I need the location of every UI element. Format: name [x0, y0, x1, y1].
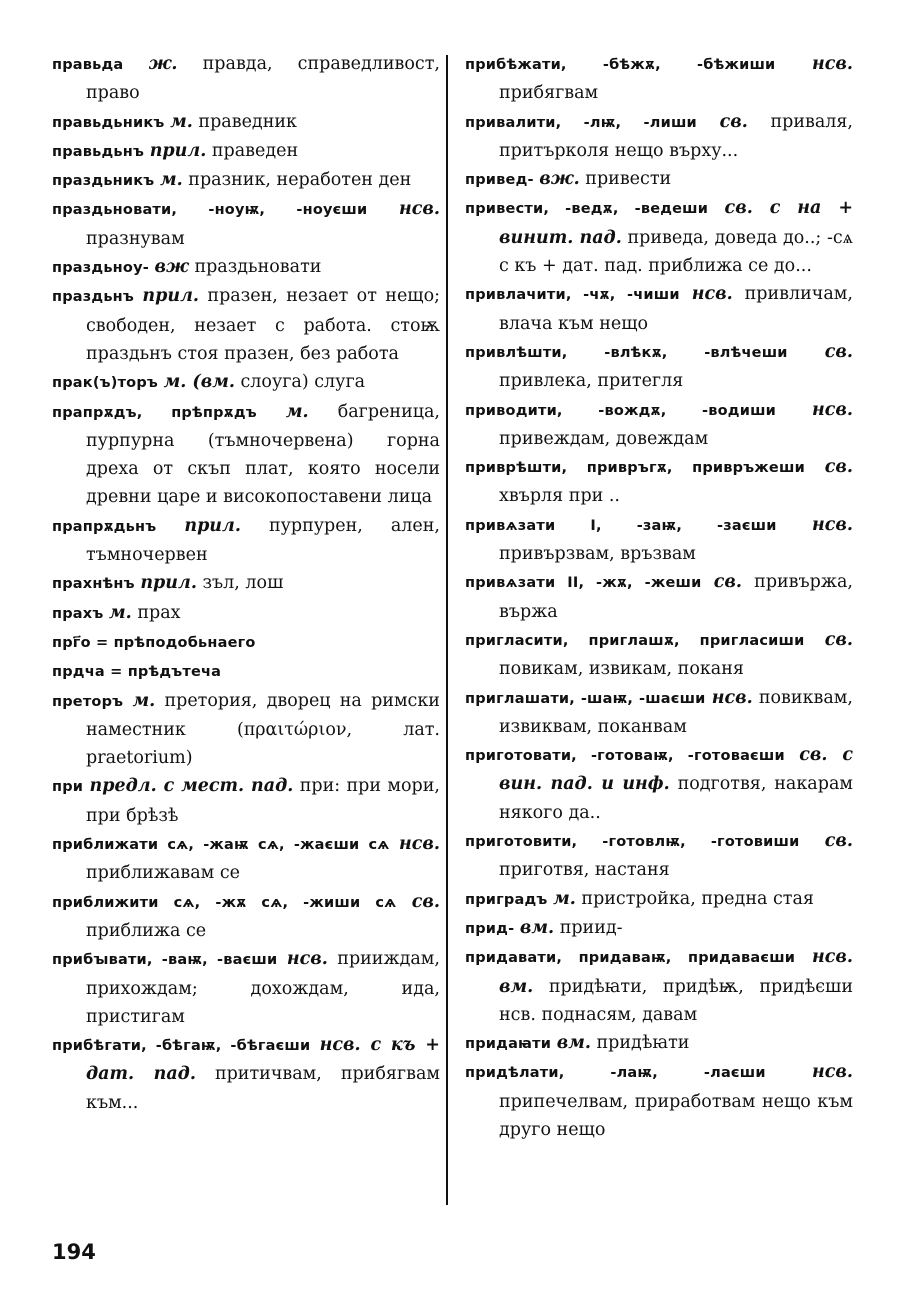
headword: приближити сѧ, -жѫ сѧ, -жиши сѧ	[52, 894, 397, 911]
headword: прид-	[465, 920, 515, 937]
headword: придаꙗти	[465, 1036, 552, 1053]
dictionary-entry	[52, 137, 440, 166]
gloss: претория, дворец на римски наместник (πραιτώριον, лат. praetorium)	[86, 690, 440, 769]
gloss: повикам, извикам, поканя	[499, 659, 744, 680]
grammar-label: м.	[285, 401, 309, 422]
headword: прапрѫдьнъ	[52, 518, 157, 535]
gloss: багреница, пурпурна (тъмночервена) горна дреха от скъп плат, която носели древни царе и високопоставени лица	[86, 401, 440, 508]
dictionary-entry	[465, 396, 853, 454]
dictionary-entry	[52, 687, 440, 773]
grammar-label: нсв.	[812, 399, 853, 420]
gloss: пурпурен, ален, тъмночервен	[86, 515, 440, 566]
grammar-label: нсв.	[812, 54, 853, 74]
dictionary-entry	[465, 511, 853, 569]
dictionary-entry	[52, 657, 440, 686]
grammar-label: м.	[109, 602, 132, 623]
gloss: подготвя, накарам някого да..	[499, 774, 853, 823]
gloss: притичвам, прибягвам към...	[86, 1064, 440, 1113]
dictionary-entry	[465, 453, 853, 511]
headword: прак(ъ)торъ	[52, 375, 159, 392]
gloss: празник, неработен ден	[188, 170, 412, 191]
grammar-label: нсв.	[286, 949, 328, 970]
left-column	[52, 50, 440, 1117]
dictionary-entry	[465, 1058, 853, 1144]
grammar-label: св.	[411, 891, 440, 912]
headword: приградъ	[465, 891, 548, 908]
headword: приводити, -вождѫ, -водиши	[465, 402, 777, 419]
headword: привѧзати I, -заѭ, -заєши	[465, 517, 777, 534]
headword: прдча = прѣдътеча	[52, 664, 222, 681]
gloss: приближавам се	[86, 863, 240, 884]
dictionary-entry	[52, 166, 440, 195]
dictionary-entry	[465, 741, 853, 827]
headword: приготовати, -готоваѭ, -готоваєши	[465, 748, 785, 765]
dictionary-entry	[465, 194, 853, 280]
headword: привести, -ведѫ, -ведеши	[465, 201, 709, 218]
grammar-label: нсв.	[691, 284, 733, 305]
headword: праздьникъ	[52, 173, 155, 190]
dictionary-entry	[465, 50, 853, 108]
dictionary-entry	[465, 338, 853, 396]
dictionary-entry	[52, 628, 440, 657]
gloss: слоуга) слуга	[240, 372, 366, 393]
gloss: празен, незает от нещо; свободен, незает с работа. стоѭ праздьнъ стоя празен, без работа	[86, 286, 440, 364]
page-number: 194	[52, 1240, 96, 1264]
headword: привлачити, -чѫ, -чиши	[465, 287, 680, 304]
dictionary-entry	[465, 626, 853, 684]
grammar-label: нсв. с къ + дат. пад.	[86, 1035, 440, 1085]
gloss: придѣꙗти, придѣѭ, придѣєши нсв. поднасям, давам	[499, 976, 853, 1025]
gloss: привести	[585, 169, 672, 190]
headword: приврѣшти, привръгѫ, привръжеши	[465, 460, 805, 477]
dictionary-entry	[52, 50, 440, 108]
grammar-label: вж	[154, 257, 189, 278]
grammar-label: нсв.	[399, 199, 440, 220]
grammar-label: св. с на + винит. пад.	[499, 198, 853, 248]
grammar-label: прил.	[142, 286, 200, 307]
gloss: привързвам, връзвам	[499, 544, 696, 565]
grammar-label: вж.	[539, 169, 580, 190]
grammar-label: прил.	[184, 515, 241, 536]
grammar-label: м.	[132, 690, 156, 711]
headword: правьдьнъ	[52, 143, 145, 160]
gloss: придѣꙗти	[596, 1033, 690, 1054]
gloss: приготвя, настаня	[499, 860, 670, 881]
headword: праздьнъ	[52, 289, 135, 306]
grammar-label: нсв.	[398, 834, 440, 855]
dictionary-entry	[465, 1029, 853, 1058]
grammar-label: ж.	[148, 54, 178, 74]
grammar-label: нсв.	[811, 1062, 853, 1083]
grammar-label: прил.	[149, 140, 207, 161]
gloss: приваля, притърколя нещо върху...	[499, 111, 853, 161]
dictionary-entry	[465, 280, 853, 338]
headword: прг҃о = прѣподобьнаего	[52, 634, 256, 651]
gloss: при: при мори, при брѣзѣ	[86, 776, 440, 826]
gloss: пристройка, предна стая	[581, 888, 814, 909]
headword: прахнѣнъ	[52, 576, 135, 593]
dictionary-entry	[465, 684, 853, 742]
grammar-label: св.	[824, 629, 853, 650]
dictionary-entry	[52, 569, 440, 598]
gloss: привеждам, довеждам	[499, 428, 709, 449]
headword: придѣлати, -лаѭ, -лаєши	[465, 1065, 766, 1082]
gloss: привлека, притегля	[499, 371, 684, 392]
dictionary-entry	[465, 827, 853, 885]
gloss: привличам, влача към нещо	[499, 284, 853, 334]
dictionary-entry	[52, 888, 440, 946]
dictionary-entry	[52, 772, 440, 830]
gloss: праведен	[211, 140, 299, 161]
dictionary-entry	[52, 253, 440, 282]
gloss: прииждам, прихождам; дохождам, ида, пристигам	[86, 949, 440, 1027]
column-divider	[446, 55, 448, 1205]
headword: праздьновати, -ноуѭ, -ноуєши	[52, 202, 368, 219]
gloss: праведник	[198, 111, 297, 132]
headword: привѧзати II, -жѫ, -жеши	[465, 575, 702, 592]
dictionary-entry	[465, 885, 853, 914]
headword: приближати сѧ, -жаѭ сѧ, -жаєши сѧ	[52, 837, 390, 854]
headword: при	[52, 779, 84, 796]
right-column	[465, 50, 853, 1144]
dictionary-entry	[465, 108, 853, 166]
dictionary-entry	[52, 368, 440, 397]
dictionary-entry	[52, 599, 440, 628]
gloss: приведа, доведа до..; -сѧ с къ + дат. пад. приближа се до...	[499, 227, 853, 277]
grammar-label: м.	[159, 170, 183, 191]
grammar-label: нсв.	[711, 687, 753, 708]
dictionary-entry	[52, 830, 440, 888]
grammar-label: св. с вин. пад. и инф.	[499, 745, 853, 795]
grammar-label: св.	[824, 457, 853, 478]
gloss: привържа, вържа	[499, 572, 853, 622]
grammar-label: м. (вм.	[163, 372, 235, 393]
dictionary-entry	[465, 568, 853, 626]
gloss: прибягвам	[499, 83, 599, 104]
dictionary-entry	[52, 945, 440, 1031]
grammar-label: вм.	[519, 917, 555, 938]
gloss: прах	[137, 602, 181, 623]
headword: привалити, -лѭ, -лиши	[465, 114, 697, 131]
gloss: праздьновати	[194, 257, 322, 278]
dictionary-entry	[465, 914, 853, 943]
grammar-label: св.	[713, 572, 742, 593]
grammar-label: св.	[824, 831, 853, 852]
grammar-label: нсв. вм.	[499, 947, 853, 997]
dictionary-entry	[465, 943, 853, 1029]
gloss: хвърля при ..	[499, 486, 620, 507]
headword: прибѣжати, -бѣжѫ, -бѣжиши	[465, 57, 776, 73]
headword: правьда	[52, 57, 124, 73]
dictionary-entry	[52, 1031, 440, 1117]
dictionary-entry	[465, 165, 853, 194]
dictionary-entry	[52, 398, 440, 512]
grammar-label: св.	[719, 111, 748, 132]
grammar-label: прил.	[140, 573, 197, 594]
headword: приглашати, -шаѭ, -шаєши	[465, 690, 706, 707]
headword: прапрѫдъ, прѣпрѫдъ	[52, 404, 257, 421]
gloss: припечелвам, приработвам нещо към друго нещо	[499, 1091, 853, 1140]
gloss: зъл, лош	[202, 573, 284, 594]
headword: прахъ	[52, 605, 104, 622]
dictionary-entry	[52, 195, 440, 253]
gloss: приближа се	[86, 920, 207, 941]
headword: приготовити, -готовлѭ, -готовиши	[465, 834, 800, 851]
grammar-label: вм.	[556, 1033, 591, 1054]
grammar-label: м.	[170, 111, 193, 132]
headword: правьдьникъ	[52, 114, 165, 131]
gloss: приид-	[559, 917, 623, 938]
grammar-label: м.	[553, 888, 576, 909]
headword: привед-	[465, 172, 534, 189]
headword: преторъ	[52, 693, 124, 710]
headword: праздьноу-	[52, 260, 149, 277]
headword: прибꙑвати, -ваѭ, -ваєши	[52, 952, 278, 969]
gloss: празнувам	[86, 228, 185, 249]
headword: привлѣшти, -влѣкѫ, -влѣчеши	[465, 344, 788, 361]
dictionary-entry	[52, 512, 440, 570]
grammar-label: предл. с мест. пад.	[89, 776, 294, 797]
headword: пригласити, приглашѫ, пригласиши	[465, 632, 805, 649]
headword: придавати, придаваѭ, придаваєши	[465, 950, 796, 967]
grammar-label: св.	[824, 341, 853, 362]
gloss: повиквам, извиквам, поканвам	[499, 687, 853, 737]
headword: прибѣгати, -бѣгаѭ, -бѣгаєши	[52, 1038, 311, 1055]
dictionary-entry	[52, 282, 440, 368]
dictionary-entry	[52, 108, 440, 137]
gloss: правда, справедливост, право	[86, 54, 440, 104]
grammar-label: нсв.	[812, 514, 853, 535]
